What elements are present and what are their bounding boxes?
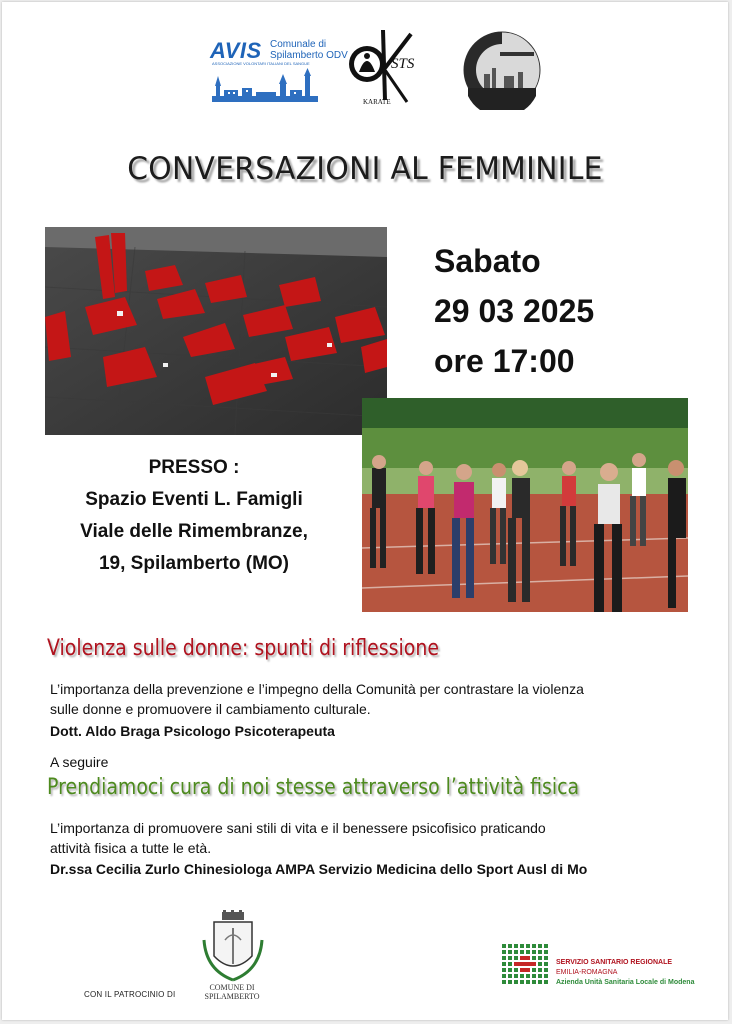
event-day: Sabato [434,243,541,279]
talk2-description: attività fisica a tutte le età. [50,840,212,856]
talk2-speaker: Dr.ssa Cecilia Zurlo Chinesiologa AMPA Servizio Medicina dello Sport Ausl di Mo [50,861,588,877]
avis-subtitle [270,39,348,61]
talk1-description: L’importanza della prevenzione e l’impegno della Comunità per contrastare la violenza [50,681,584,697]
health-service-line3: Azienda Unità Sanitaria Locale di Modena [556,979,695,986]
talk2-title: Prendiamoci cura di noi stesse attraverso l’attività fisica [47,775,580,800]
talk2-description: L’importanza di promuovere sani stili di vita e il benessere psicofisico praticando [50,820,546,836]
venue-line: 19, Spilamberto (MO) [98,553,290,574]
karate-letters: STS [391,56,415,72]
fitness-class-image [362,398,688,612]
talk1-speaker: Dott. Aldo Braga Psicologo Psicoterapeuta [50,723,335,739]
circle-logo [462,30,542,110]
town-skyline-icon [210,68,320,110]
fitness-class-photo [362,398,688,612]
municipal-crest-icon [200,910,266,984]
venue-line: Viale delle Rimembranze, [80,521,308,542]
event-date: 29 03 2025 [434,293,595,329]
avis-wordmark: AVIS [210,38,262,63]
patronage-label: CON IL PATROCINIO DI [84,990,176,999]
karate-logo [345,28,425,106]
avis-subtitle-line: Spilamberto ODV [270,50,348,61]
flyer-page [2,2,728,1020]
health-service-grid-icon [502,944,550,988]
event-time: ore 17:00 [434,343,575,379]
separator-text: A seguire [50,754,109,770]
municipality-label: SPILAMBERTO [204,992,260,1001]
avis-tagline: ASSOCIAZIONE VOLONTARI ITALIANI DEL SANGUE [212,61,310,66]
municipality-label: COMUNE DI [209,983,255,992]
health-service-line2: EMILIA-ROMAGNA [556,969,618,976]
red-shoes-photo [45,227,387,435]
venue-line: Spazio Eventi L. Famigli [85,489,303,510]
talk1-title: Violenza sulle donne: spunti di riflessione [47,636,439,661]
karate-caption: KARATE [363,98,391,106]
health-service-line1: SERVIZIO SANITARIO REGIONALE [556,959,673,966]
avis-subtitle-line: Comunale di [270,39,327,50]
talk1-description: sulle donne e promuovere il cambiamento culturale. [50,701,371,717]
venue-label: PRESSO : [148,457,240,478]
red-shoes-image [45,227,387,435]
event-headline: CONVERSAZIONI AL FEMMINILE [127,151,603,187]
